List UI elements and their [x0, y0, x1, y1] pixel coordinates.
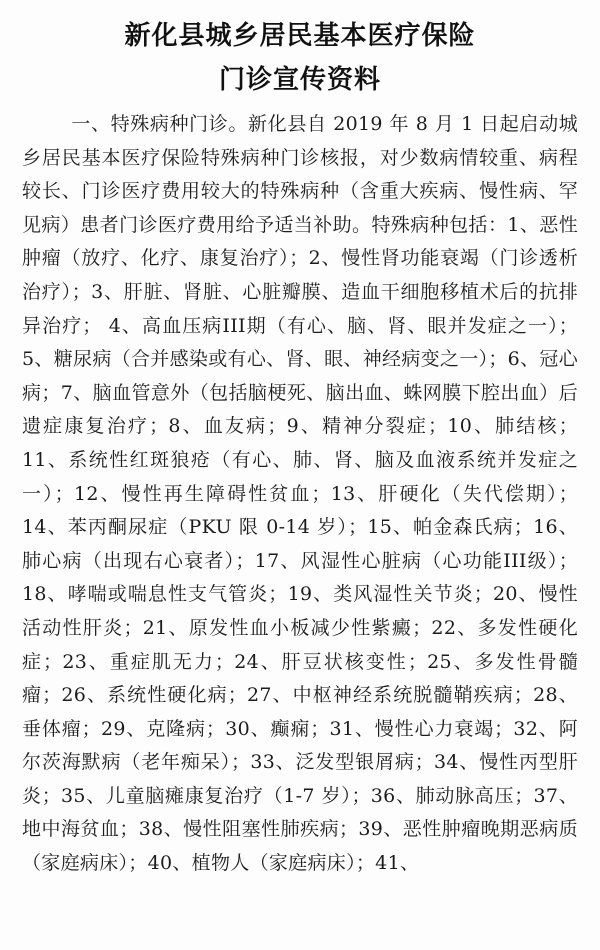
body-paragraph: 一、特殊病种门诊。新化县自 2019 年 8 月 1 日起启动城乡居民基本医疗保险特殊病种门诊核报，对少数病情较重、病程较长、门诊医疗费用较大的特殊病种（含重大疾病、慢性病、罕见病）患者门诊医疗费用给予适当补助。特殊病种包括：1、恶性肿瘤（放疗、化疗、康复治疗）；2、慢性肾功能衰竭（门诊透析治疗）；3、肝脏、肾脏、心脏瓣膜、造血干细胞移植术后的抗排异治疗； 4、高血压病III期（有心、脑、肾、眼并发症之一）；5、糖尿病（合并感染或有心、肾、眼、神经病变之一）；6、冠心病；7、脑血管意外（包括脑梗死、脑出血、蛛网膜下腔出血）后遗症康复治疗；8、血友病；9、精神分裂症；10、肺结核；11、系统性红斑狼疮（有心、肺、肾、脑及血液系统并发症之一）；12、慢性再生障碍性贫血；13、肝硬化（失代偿期）；14、苯丙酮尿症（PKU 限 0-14 岁）；15、帕金森氏病；16、肺心病（出现右心衰者）；17、风湿性心脏病（心功能III级）；18、哮喘或喘息性支气管炎；19、类风湿性关节炎；20、慢性活动性肝炎；21、原发性血小板减少性紫癜；22、多发性硬化症；23、重症肌无力；24、肝豆状核变性；25、多发性骨髓瘤；26、系统性硬化病；27、中枢神经系统脱髓鞘疾病；28、垂体瘤；29、克隆病；30、癫痫；31、慢性心力衰竭；32、阿尔茨海默病（老年痴呆）；33、泛发型银屑病；34、慢性丙型肝炎；35、儿童脑瘫康复治疗（1-7 岁）；36、肺动脉高压；37、地中海贫血；38、慢性阻塞性肺疾病；39、恶性肿瘤晚期恶病质（家庭病床）；40、植物人（家庭病床）；41、: [22, 113, 578, 875]
document-subtitle: 门诊宣传资料: [218, 65, 381, 95]
document-title: 新化县城乡居民基本医疗保险: [124, 21, 476, 51]
